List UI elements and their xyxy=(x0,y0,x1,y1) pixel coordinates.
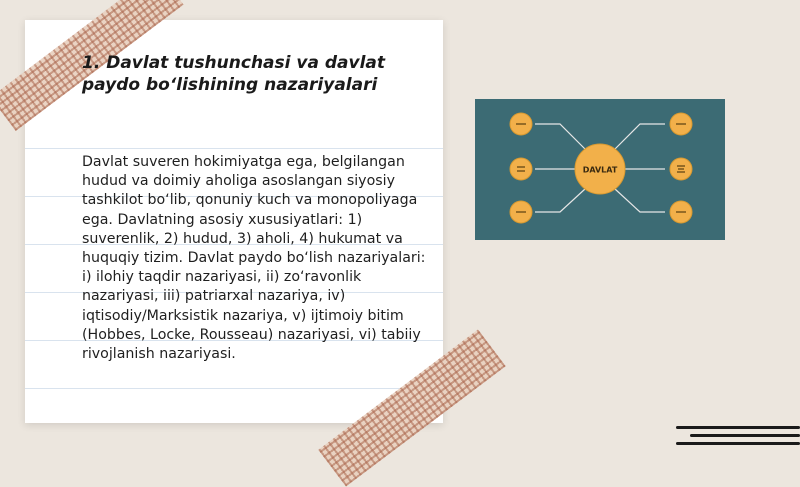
paper-rule xyxy=(25,388,443,389)
mindmap-image xyxy=(475,99,725,240)
mindmap-node xyxy=(510,158,532,180)
paper-rule xyxy=(25,148,443,149)
mindmap-center-label: DAVLAT xyxy=(582,165,618,175)
connector-bottom-left xyxy=(535,189,585,212)
slide-body-text: Davlat suveren hokimiyatga ega, belgilangan hudud va doimiy aholiga asoslangan siyosiy tashkilot bo‘lib, qonuniy kuch va monopoliyaga ega. Davlatning asosiy xususiyatlari: 1) suverenlik, 2) hudud, 3) aholi, 4) hukumat va huquqiy tizim. Davlat paydo bo‘lish nazariyalari: i) ilohiy taqdir nazariyasi, ii) zo‘ravonlik nazariyasi, iii) patriarxal nazariya, iv) iqtisodiy/Marksistik nazariya, v) ijtimoiy bitim (Hobbes, Locke, Rousseau) nazariyasi, vi) tabiiy rivojlanish nazariyasi. xyxy=(82,154,426,363)
slide-title: 1. Davlat tushunchasi va davlat paydo bo‘lishining nazariyalari xyxy=(82,53,386,95)
connector-top-left xyxy=(535,124,585,149)
decorative-line xyxy=(676,442,800,445)
decorative-line xyxy=(676,426,800,429)
connector-top-right xyxy=(615,124,665,149)
decorative-line xyxy=(690,434,800,437)
mindmap-diagram xyxy=(475,99,725,240)
connector-bottom-right xyxy=(615,189,665,212)
